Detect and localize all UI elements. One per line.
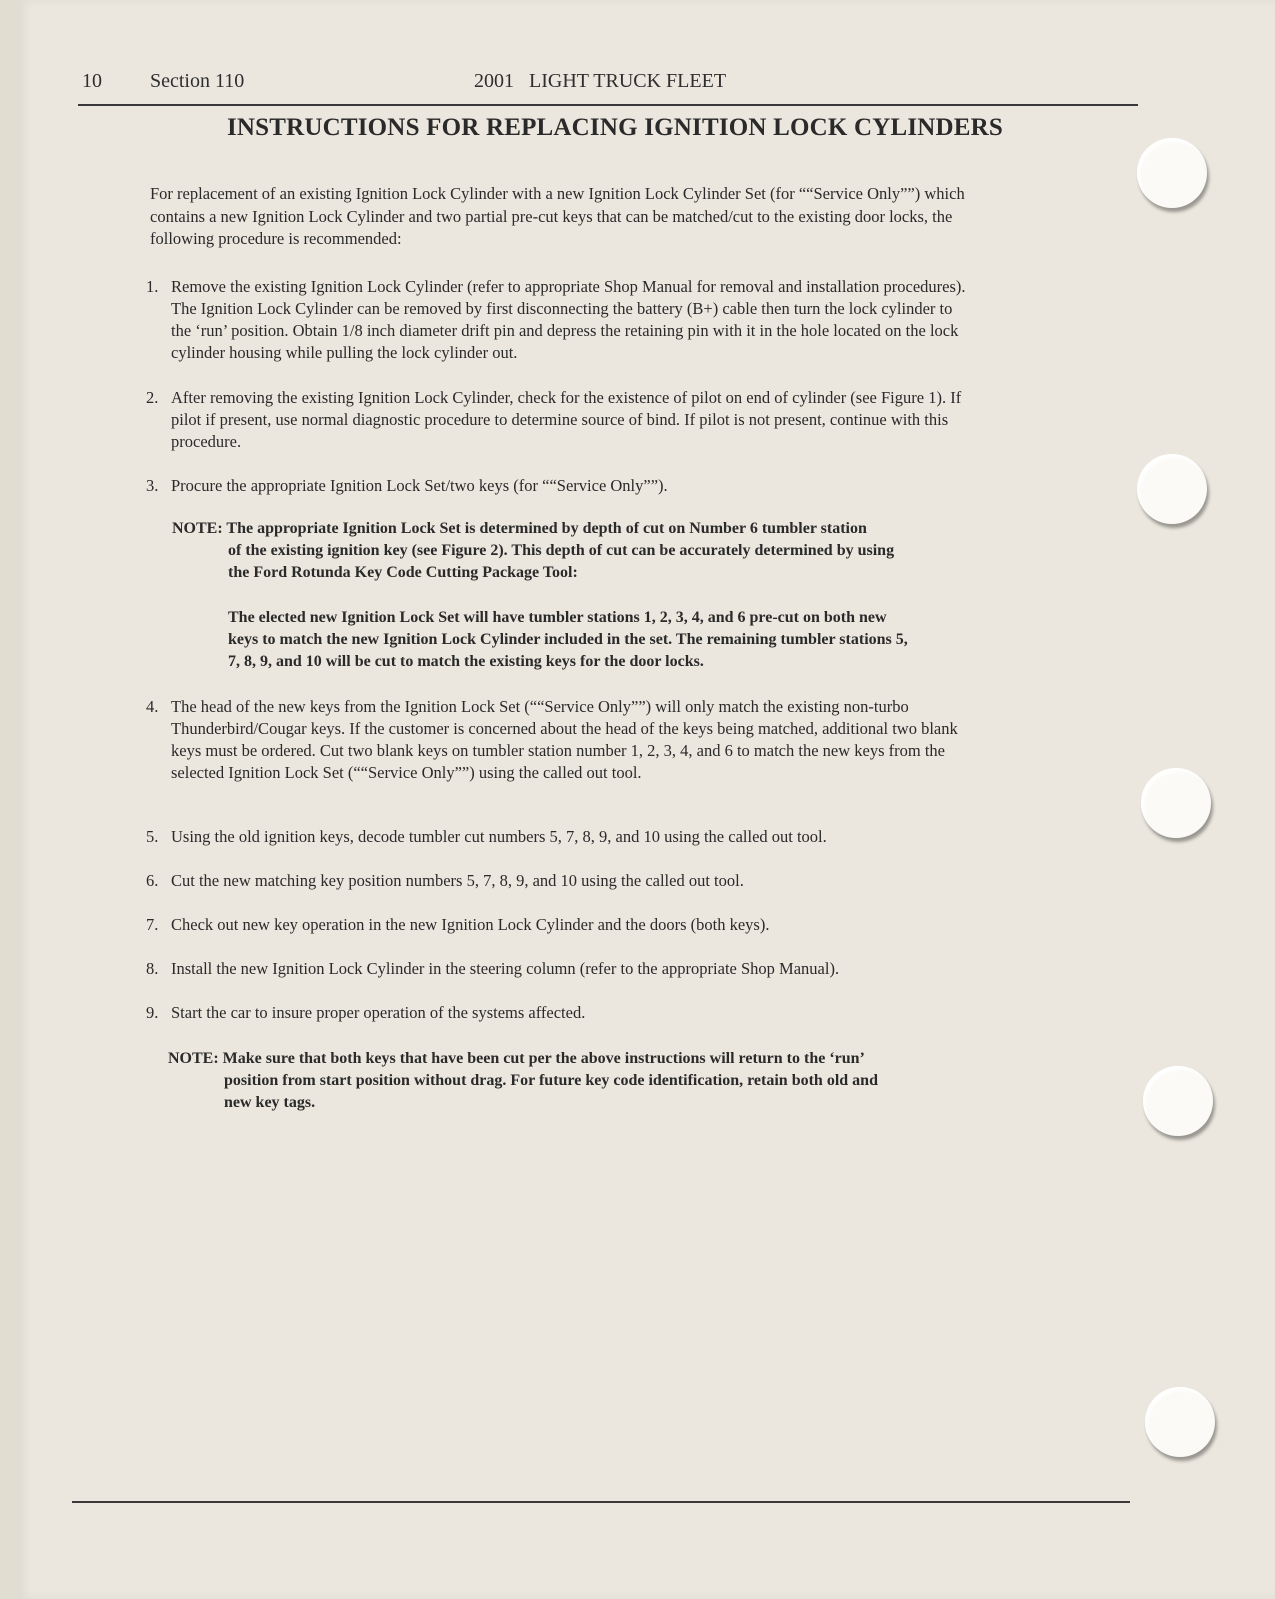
binder-hole [1137,138,1207,208]
note-label: NOTE: [168,1050,219,1067]
note-text-line1: The appropriate Ignition Lock Set is determined by depth of cut on Number 6 tumbler station [226,520,867,537]
step-number: 8. [146,959,159,978]
note-2 [168,1048,908,1114]
note-label: NOTE: [172,520,223,537]
step-text: Install the new Ignition Lock Cylinder in the steering column (refer to the appropriate Shop Manual). [171,959,840,978]
step-number: 5. [146,827,159,846]
binder-hole [1141,768,1211,838]
step-text: Cut the new matching key position numbers 5, 7, 8, 9, and 10 using the called out tool. [171,871,744,890]
step-text: The head of the new keys from the Ignition Lock Set (““Service Only””) will only match the existing non-turbo Thunderbird/Cougar keys. If the customer is concerned about the head of the keys being matched, additional two blank keys must be ordered. Cut two blank keys on tumbler station number 1, 2, 3, 4, and 6 to match the new keys from the selected Ignition Lock Set (““Service Only””) using the called out tool. [171,697,958,782]
step-text: Check out new key operation in the new Ignition Lock Cylinder and the doors (both keys). [171,915,770,934]
step-number: 3. [146,476,159,495]
step-number: 6. [146,871,159,890]
note-text-line1: Make sure that both keys that have been cut per the above instructions will return to the ‘run’ [222,1050,865,1067]
footer-rule [72,1501,1130,1503]
step-text: After removing the existing Ignition Lock Cylinder, check for the existence of pilot on end of cylinder (see Figure 1). If pilot if present, use normal diagnostic procedure to determine source of bind. If pilot is not present, continue with this procedure. [171,388,962,451]
step-number: 9. [146,1003,159,1022]
step-7 [146,914,976,936]
step-text: Start the car to insure proper operation of the systems affected. [171,1003,586,1022]
note-1-paragraph: The elected new Ignition Lock Set will have tumbler stations 1, 2, 3, 4, and 6 pre-cut on both new keys to match the new Ignition Lock Cylinder included in the set. The remaining tumbler stations 5, 7, 8, 9, and 10 will be cut to match the existing keys for the door locks. [228,609,908,670]
step-5 [146,826,976,848]
binder-hole [1137,454,1207,524]
step-number: 7. [146,915,159,934]
note-text-rest: position from start position without drag. For future key code identification, retain both old and new key tags. [224,1072,878,1111]
section-label: Section 110 [150,70,245,92]
page-number: 10 [82,70,102,92]
note-1 [172,518,912,584]
step-text: Procure the appropriate Ignition Lock Set/two keys (for ““Service Only””). [171,476,668,495]
binder-hole [1145,1387,1215,1457]
step-6 [146,870,976,892]
step-2 [146,387,976,453]
page-edge [0,0,18,1599]
publication-title: 2001 LIGHT TRUCK FLEET [474,70,727,92]
binder-hole [1143,1066,1213,1136]
step-3 [146,475,976,497]
step-text: Remove the existing Ignition Lock Cylinder (refer to appropriate Shop Manual for removal and installation procedures). The Ignition Lock Cylinder can be removed by first disconnecting the battery (B+) cable then turn the lock cylinder to the ‘run’ position. Obtain 1/8 inch diameter drift pin and depress the retaining pin with it in the hole located on the lock cylinder housing while pulling the lock cylinder out. [171,277,966,362]
step-4 [146,696,976,784]
step-text: Using the old ignition keys, decode tumbler cut numbers 5, 7, 8, 9, and 10 using the called out tool. [171,827,827,846]
header-rule [78,104,1138,106]
step-number: 1. [146,277,159,296]
step-number: 4. [146,697,159,716]
step-8 [146,958,976,980]
step-1 [146,276,976,364]
step-9 [146,1002,976,1024]
intro-paragraph: For replacement of an existing Ignition Lock Cylinder with a new Ignition Lock Cylinder Set (for ““Service Only””) which contains a new Ignition Lock Cylinder and two partial pre-cut keys that can be matched/cut to the existing door locks, the following procedure is recommended: [150,184,965,248]
step-number: 2. [146,388,159,407]
page-title: INSTRUCTIONS FOR REPLACING IGNITION LOCK CYLINDERS [226,114,1004,141]
note-text-rest: of the existing ignition key (see Figure 2). This depth of cut can be accurately determined by using the Ford Rotunda Key Code Cutting Package Tool: [228,542,895,581]
